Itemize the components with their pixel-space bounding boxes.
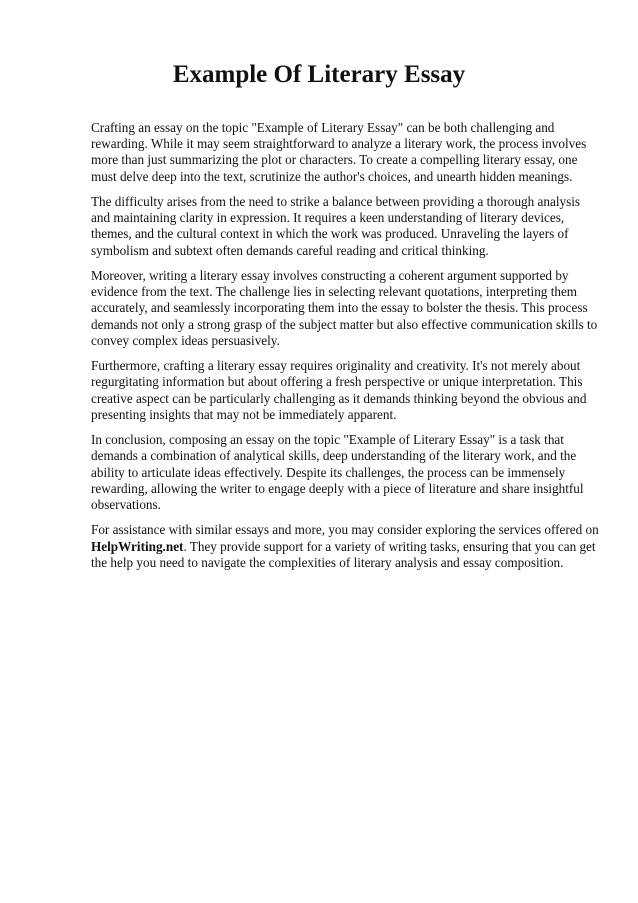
paragraph-argument: Moreover, writing a literary essay involves constructing a coherent argument supported by evidence from the text. The challenge lies in selecting relevant quotations, interpreting them accurately, and seamlessly incorporating them into the essay to bolster the thesis. This process demands not only a strong grasp of the subject matter but also effective communication skills to convey complex ideas persuasively.	[91, 268, 598, 348]
paragraph-closing	[91, 522, 599, 571]
helpwriting-link[interactable]: HelpWriting.net	[91, 538, 184, 554]
closing-text-after: . They provide support for a variety of writing tasks, ensuring that you can get the help you need to navigate the complexities of literary analysis and essay composition.	[91, 538, 596, 570]
paragraph-conclusion: In conclusion, composing an essay on the topic "Example of Literary Essay" is a task that demands a combination of analytical skills, deep understanding of the literary work, and the ability to articulate ideas effectively. Despite its challenges, the process can be immensely rewarding, allowing the writer to engage deeply with a piece of literature and share insightful observations.	[91, 432, 584, 513]
page-title: Example Of Literary Essay	[172, 61, 466, 88]
paragraph-intro: Crafting an essay on the topic "Example of Literary Essay" can be both challenging and rewarding. While it may seem straightforward to analyze a literary work, the process involves more than just summarizing the plot or characters. To create a compelling literary essay, one must delve deep into the text, scrutinize the author's choices, and unearth hidden meanings.	[91, 120, 587, 184]
paragraph-difficulty: The difficulty arises from the need to strike a balance between providing a thorough analysis and maintaining clarity in expression. It requires a keen understanding of literary devices, themes, and the cultural context in which the work was produced. Unraveling the layers of symbolism and subtext often demands careful reading and critical thinking.	[91, 194, 581, 258]
document-body	[91, 120, 599, 580]
closing-text-before: For assistance with similar essays and more, you may consider exploring the services offered on	[91, 522, 599, 538]
paragraph-originality: Furthermore, crafting a literary essay requires originality and creativity. It's not merely about regurgitating information but about offering a fresh perspective or unique interpretation. This creative aspect can be particularly challenging as it demands thinking beyond the obvious and presenting insights that may not be immediately apparent.	[91, 358, 587, 422]
